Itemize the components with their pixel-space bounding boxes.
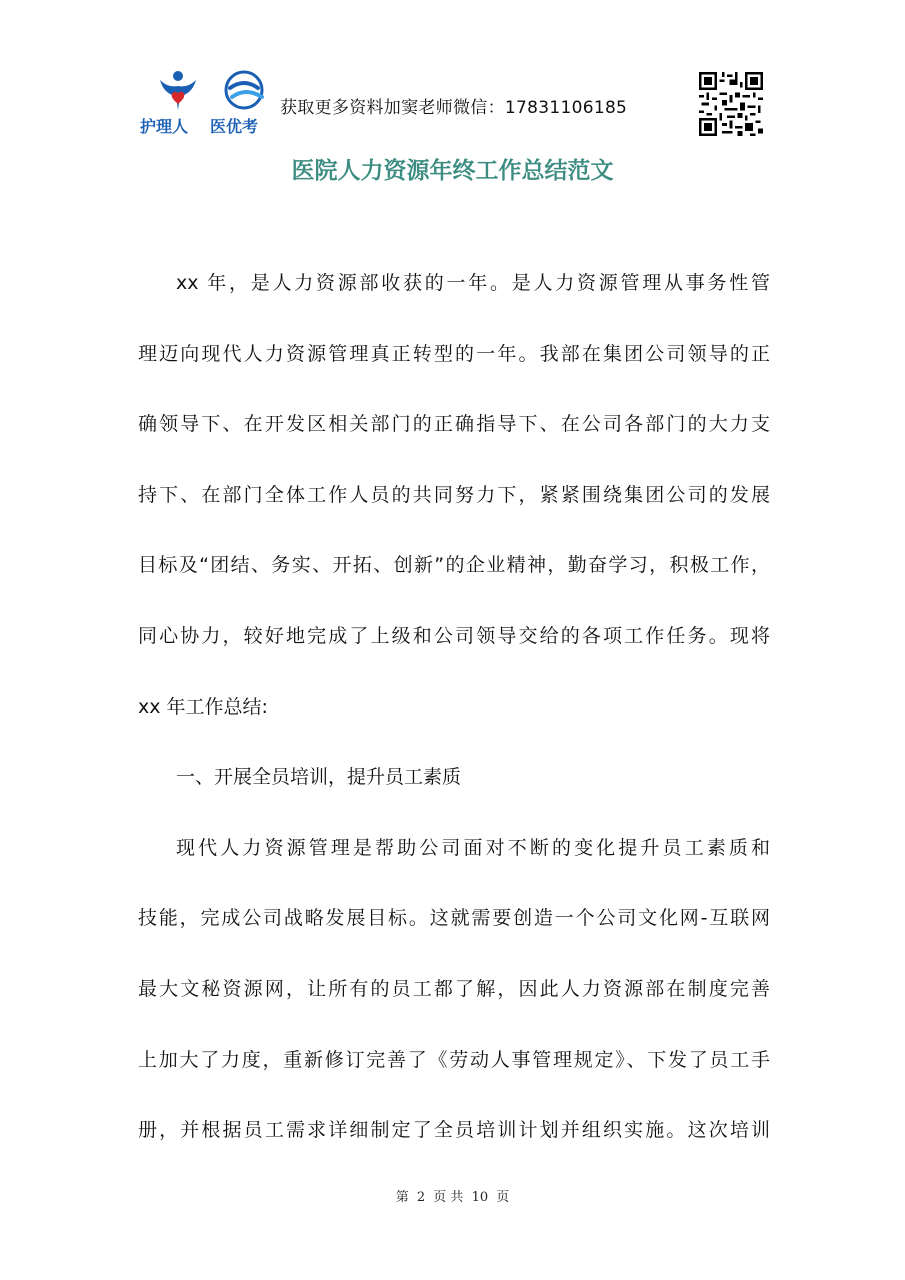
paragraph-line: 现代人力资源管理是帮助公司面对不断的变化提升员工素质和 [176, 836, 770, 859]
qr-code-icon [699, 72, 763, 136]
logo-exam-text: 医优考 [210, 117, 259, 136]
page-prefix: 第 [395, 1190, 409, 1205]
contact-info: 获取更多资料加窦老师微信：17831106185 [280, 98, 628, 118]
section-heading: 一、开展全员培训，提升员工素质 [176, 766, 462, 789]
logo-nurse-text: 护理人 [140, 117, 189, 136]
page-suffix: 页 [496, 1190, 510, 1205]
document-body [138, 248, 770, 1166]
page-number [0, 1186, 905, 1205]
paragraph-line: 目标及“团结、务实、开拓、创新”的企业精神，勤奋学习，积极工作， [138, 554, 770, 577]
paragraph-line: 确领导下、在开发区相关部门的正确指导下、在公司各部门的大力支 [138, 413, 770, 436]
page-header [140, 68, 770, 138]
document-title: 医院人力资源年终工作总结范文 [291, 157, 614, 184]
paragraph-line: 册，并根据员工需求详细制定了全员培训计划并组织实施。这次培训 [138, 1119, 770, 1142]
brand-logos [140, 68, 275, 136]
paragraph-line: 持下、在部门全体工作人员的共同努力下，紧紧围绕集团公司的发展 [138, 483, 770, 506]
paragraph-line: xx 年工作总结: [138, 695, 268, 718]
paragraph-line: 上加大了力度，重新修订完善了《劳动人事管理规定》、下发了员工手 [138, 1048, 770, 1071]
paragraph-line: 同心协力，较好地完成了上级和公司领导交给的各项工作任务。现将 [138, 624, 770, 647]
wave-logo-icon [224, 70, 268, 112]
page-total: 10 [471, 1190, 489, 1205]
paragraph-line: xx 年，是人力资源部收获的一年。是人力资源管理从事务性管 [176, 272, 770, 294]
person-heart-icon [156, 70, 200, 112]
paragraph-line: 理迈向现代人力资源管理真正转型的一年。我部在集团公司领导的正 [138, 342, 770, 365]
paragraph-line: 最大文秘资源网，让所有的员工都了解，因此人力资源部在制度完善 [138, 977, 770, 1000]
page-current: 2 [416, 1190, 426, 1205]
page-mid: 页 共 [433, 1190, 464, 1205]
paragraph-line: 技能，完成公司战略发展目标。这就需要创造一个公司文化网-互联网 [138, 907, 770, 930]
